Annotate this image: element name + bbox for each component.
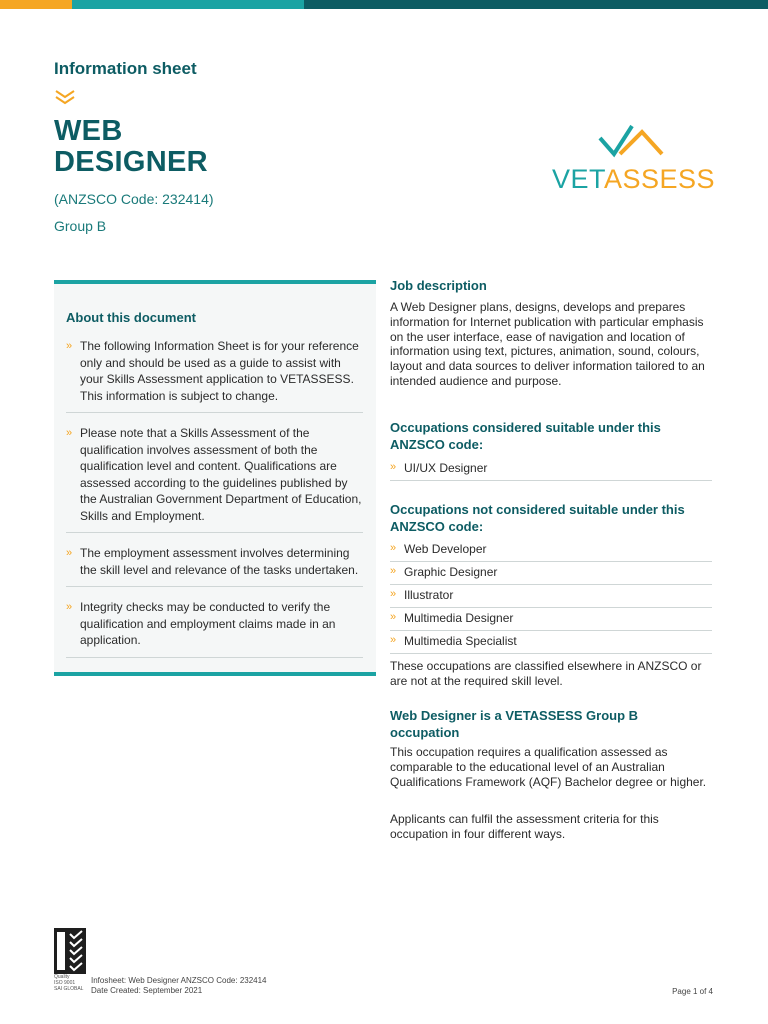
- page-title-line1: WEB: [54, 115, 123, 147]
- logo-text-assess: ASSESS: [604, 164, 716, 194]
- logo-wordmark: [552, 164, 715, 195]
- top-bar-teal-segment: [72, 0, 304, 9]
- list-item: [390, 458, 712, 481]
- bullet-icon: »: [66, 547, 73, 559]
- about-item: [66, 541, 363, 587]
- top-bar-dark-segment: [304, 0, 768, 9]
- about-item-text: Please note that a Skills Assessment of the qualification involves assessment of both the qualification level and content. Qualifications are assessed according to the guidelines published by the Australian Government Department of Education, Skills and Employment.: [80, 426, 362, 523]
- about-item-text: The following Information Sheet is for your reference only and should be used as a guide to assist with your Skills Assessment application to VETASSESS. This information is subject to change.: [80, 339, 359, 403]
- list-item: [390, 608, 712, 631]
- cert-quality: Quality: [54, 974, 70, 980]
- list-item: [390, 562, 712, 585]
- group-b-text-1: This occupation requires a qualification assessed as comparable to the educational level of an Australian Qualifications Framework (AQF) Bachelor degree or higher.: [390, 745, 707, 789]
- footer-info: [91, 976, 267, 996]
- footer-line2: Date Created: September 2021: [91, 986, 203, 995]
- about-item: [66, 595, 363, 658]
- about-item-text: The employment assessment involves determining the skill level and relevance of the tasks undertaken.: [80, 546, 359, 577]
- bullet-icon: »: [390, 461, 397, 473]
- double-chevron-down-icon: [54, 89, 76, 105]
- footer-line1: Infosheet: Web Designer ANZSCO Code: 232414: [91, 976, 267, 985]
- cert-iso: ISO 9001: [54, 980, 76, 986]
- suitable-heading: Occupations considered suitable under this ANZSCO code:: [390, 420, 661, 452]
- bullet-icon: »: [390, 634, 397, 646]
- about-item: [66, 421, 363, 533]
- occupation-name: Web Developer: [404, 542, 487, 556]
- anzsco-code: (ANZSCO Code: 232414): [54, 191, 214, 207]
- job-description-text: A Web Designer plans, designs, develops and prepares information for Internet publication with particular emphasis on the user interface, ease of navigation and location of information using text, pictures, animation, sound, colours, layout and data sources to deliver information tailored to an intended audience and purpose.: [390, 300, 705, 388]
- bullet-icon: »: [66, 340, 73, 352]
- bullet-icon: »: [390, 611, 397, 623]
- classified-note: These occupations are classified elsewhere in ANZSCO or are not at the required skill level.: [390, 659, 702, 688]
- about-list: [66, 334, 363, 666]
- cert-label: [54, 974, 83, 992]
- about-item-text: Integrity checks may be conducted to verify the qualification and employment claims made in an application.: [80, 600, 336, 647]
- occupation-name: Graphic Designer: [404, 565, 498, 579]
- list-item: [390, 539, 712, 562]
- about-item: [66, 334, 363, 413]
- list-item: [390, 631, 712, 654]
- group-label: Group B: [54, 218, 107, 234]
- bullet-icon: »: [66, 427, 73, 439]
- list-item: [390, 585, 712, 608]
- group-b-text-2: Applicants can fulfil the assessment criteria for this occupation in four different ways.: [390, 812, 659, 841]
- occupation-name: Multimedia Specialist: [404, 634, 517, 648]
- occupation-name: Multimedia Designer: [404, 611, 514, 625]
- cert-brand: SAI GLOBAL: [54, 986, 84, 992]
- top-color-bar: [0, 0, 768, 9]
- vetassess-logo: [552, 118, 722, 198]
- suitable-list: [390, 458, 712, 481]
- bullet-icon: »: [66, 601, 73, 613]
- about-title: About this document: [66, 310, 196, 325]
- top-bar-orange-segment: [0, 0, 72, 9]
- info-sheet-label: Information sheet: [54, 59, 197, 78]
- job-description-heading: Job description: [390, 278, 487, 293]
- bullet-icon: »: [390, 542, 397, 554]
- group-b-heading: Web Designer is a VETASSESS Group B occupation: [390, 708, 639, 740]
- not-suitable-heading: Occupations not considered suitable under this ANZSCO code:: [390, 502, 685, 534]
- about-document-box: [54, 280, 376, 676]
- checkmarks-icon: [54, 928, 86, 974]
- certified-system-mark-icon: [54, 928, 86, 974]
- logo-text-vet: VET: [552, 164, 605, 194]
- certified-system-badge: [54, 928, 88, 996]
- logo-mark-icon: [598, 118, 668, 162]
- bullet-icon: »: [390, 588, 397, 600]
- page-title: [54, 116, 208, 178]
- page-number: Page 1 of 4: [672, 987, 713, 996]
- not-suitable-list: [390, 539, 712, 654]
- occupation-name: UI/UX Designer: [404, 461, 488, 475]
- occupation-name: Illustrator: [404, 588, 454, 602]
- page-title-line2: DESIGNER: [54, 146, 208, 178]
- bullet-icon: »: [390, 565, 397, 577]
